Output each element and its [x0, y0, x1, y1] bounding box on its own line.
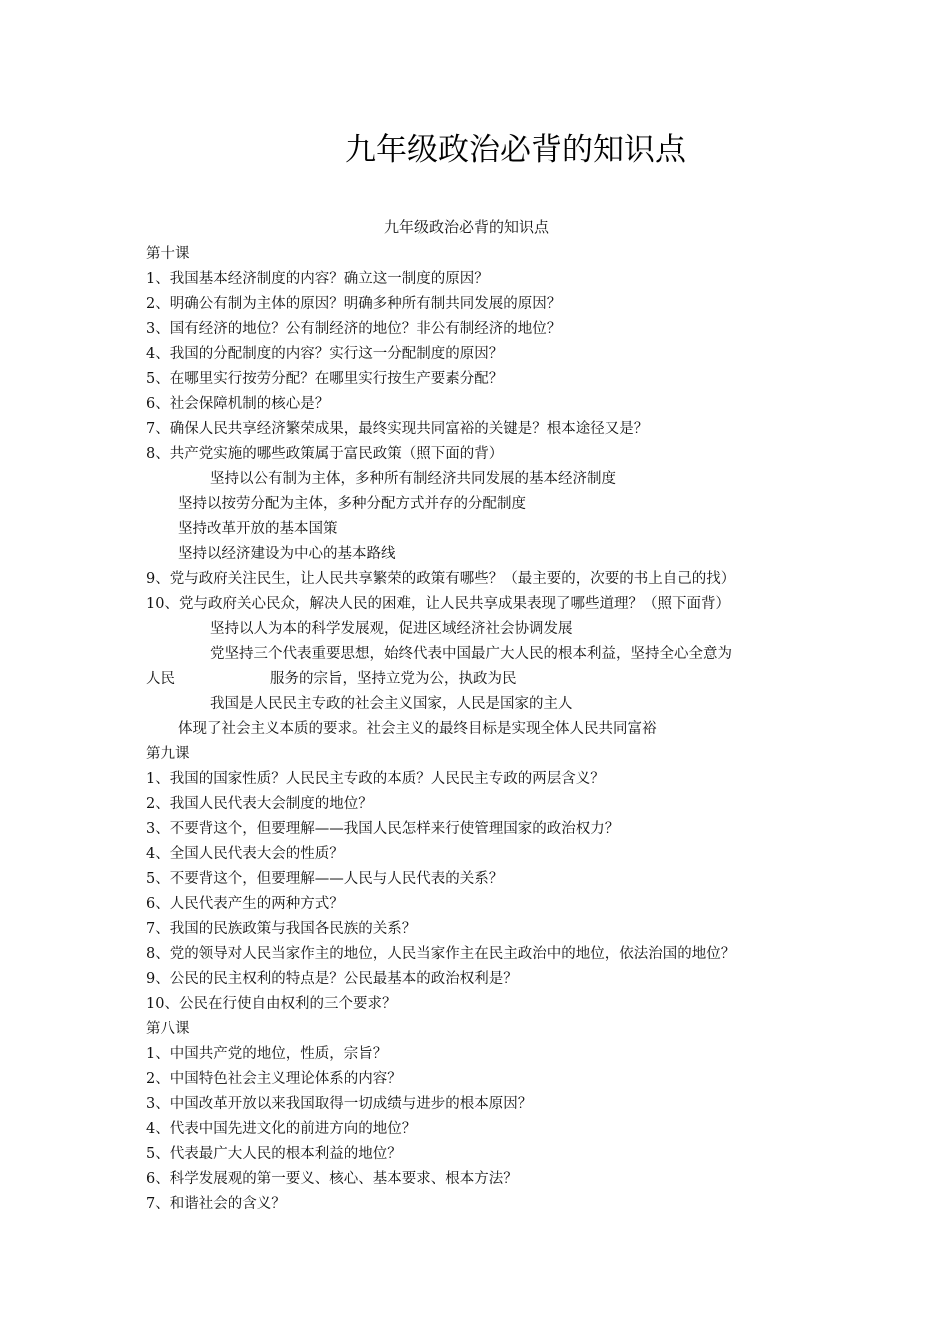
question-line: 3、国有经济的地位？公有制经济的地位？非公有制经济的地位？ [146, 321, 562, 337]
question-line: 6、人民代表产生的两种方式？ [146, 896, 344, 912]
answer-line: 坚持改革开放的基本国策 [178, 521, 338, 537]
document-body [146, 242, 826, 1217]
question-line: 8、共产党实施的哪些政策属于富民政策（照下面的背） [146, 446, 504, 462]
question-line: 3、不要背这个，但要理解——我国人民怎样来行使管理国家的政治权力？ [146, 821, 620, 837]
question-line: 4、我国的分配制度的内容？实行这一分配制度的原因？ [146, 346, 504, 362]
question-line: 1、我国基本经济制度的内容？确立这一制度的原因？ [146, 271, 489, 287]
question-line: 7、和谐社会的含义？ [146, 1196, 286, 1212]
question-line: 10、公民在行使自由权利的三个要求？ [146, 996, 397, 1012]
question-line: 2、明确公有制为主体的原因？明确多种所有制共同发展的原因？ [146, 296, 562, 312]
question-line: 6、科学发展观的第一要义、核心、基本要求、根本方法？ [146, 1171, 518, 1187]
answer-line: 党坚持三个代表重要思想，始终代表中国最广大人民的根本利益，坚持全心全意为 [210, 646, 732, 662]
question-line: 10、党与政府关心民众，解决人民的困难，让人民共享成果表现了哪些道理？（照下面背） [146, 596, 730, 612]
section-heading: 第八课 [146, 1021, 190, 1037]
section-heading: 第九课 [146, 746, 190, 762]
answer-line: 坚持以公有制为主体，多种所有制经济共同发展的基本经济制度 [210, 471, 616, 487]
question-line: 7、我国的民族政策与我国各民族的关系？ [146, 921, 417, 937]
answer-line: 我国是人民民主专政的社会主义国家，人民是国家的主人 [210, 696, 573, 712]
document-subtitle: 九年级政治必背的知识点 [384, 218, 550, 236]
question-line: 7、确保人民共享经济繁荣成果，最终实现共同富裕的关键是？根本途径又是？ [146, 421, 649, 437]
answer-line: 坚持以按劳分配为主体，多种分配方式并存的分配制度 [178, 496, 526, 512]
section-heading: 第十课 [146, 246, 190, 262]
question-line: 4、全国人民代表大会的性质？ [146, 846, 344, 862]
question-line: 5、在哪里实行按劳分配？在哪里实行按生产要素分配？ [146, 371, 504, 387]
answer-line: 坚持以人为本的科学发展观，促进区域经济社会协调发展 [210, 621, 573, 637]
answer-line-start: 人民 [146, 671, 175, 687]
question-line: 1、我国的国家性质？人民民主专政的本质？人民民主专政的两层含义？ [146, 771, 605, 787]
question-line: 1、中国共产党的地位，性质，宗旨？ [146, 1046, 388, 1062]
question-line: 8、党的领导对人民当家作主的地位，人民当家作主在民主政治中的地位，依法治国的地位？ [146, 946, 736, 962]
answer-line: 体现了社会主义本质的要求。社会主义的最终目标是实现全体人民共同富裕 [178, 721, 657, 737]
question-line: 2、中国特色社会主义理论体系的内容？ [146, 1071, 402, 1087]
question-line: 9、党与政府关注民生，让人民共享繁荣的政策有哪些？（最主要的，次要的书上自己的找） [146, 571, 736, 587]
question-line: 5、不要背这个，但要理解——人民与人民代表的关系？ [146, 871, 504, 887]
page-title: 九年级政治必背的知识点 [345, 132, 686, 168]
answer-line-wrapped [146, 667, 826, 692]
question-line: 3、中国改革开放以来我国取得一切成绩与进步的根本原因？ [146, 1096, 533, 1112]
question-line: 2、我国人民代表大会制度的地位？ [146, 796, 373, 812]
question-line: 9、公民的民主权利的特点是？公民最基本的政治权利是？ [146, 971, 518, 987]
question-line: 5、代表最广大人民的根本利益的地位？ [146, 1146, 402, 1162]
answer-line: 坚持以经济建设为中心的基本路线 [178, 546, 396, 562]
question-line: 6、社会保障机制的核心是？ [146, 396, 330, 412]
answer-line-continuation: 服务的宗旨，坚持立党为公，执政为民 [270, 671, 517, 687]
question-line: 4、代表中国先进文化的前进方向的地位？ [146, 1121, 417, 1137]
